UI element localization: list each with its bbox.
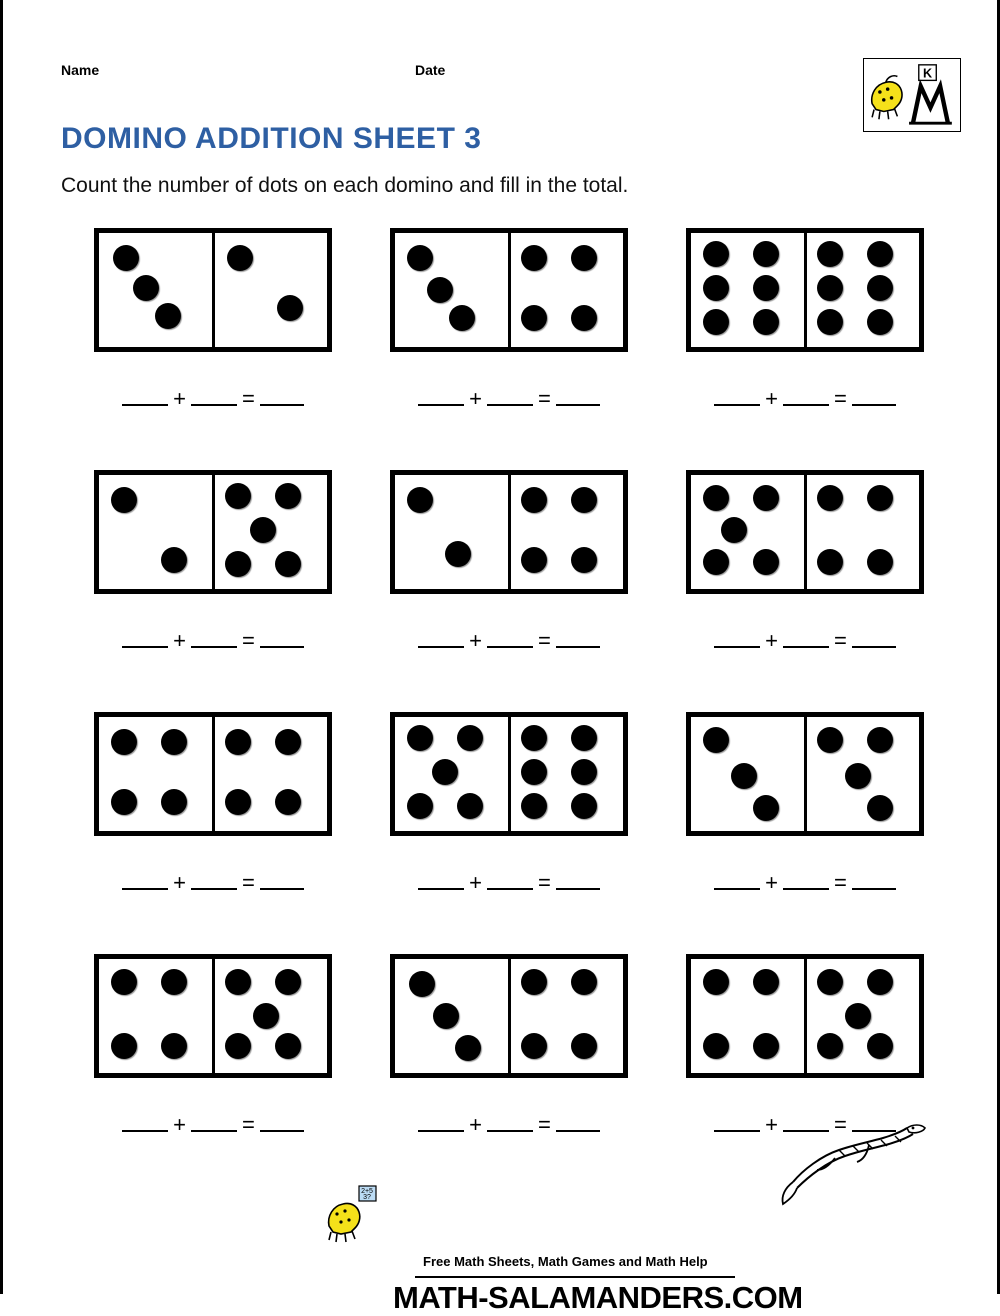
problem-3 (657, 228, 953, 470)
total-blank[interactable] (556, 629, 600, 648)
domino-dot (571, 793, 597, 819)
plus-sign: + (765, 870, 778, 895)
domino-tile (94, 954, 332, 1078)
total-blank[interactable] (556, 871, 600, 890)
addend-2-blank[interactable] (487, 629, 533, 648)
plus-sign: + (469, 1112, 482, 1137)
domino-dot (867, 241, 893, 267)
domino-tile (390, 470, 628, 594)
addend-2-blank[interactable] (191, 871, 237, 890)
problem-4 (65, 470, 361, 712)
plus-sign: + (765, 386, 778, 411)
equals-sign: = (242, 870, 255, 895)
plus-sign: + (173, 870, 186, 895)
domino-dot (155, 303, 181, 329)
domino-half-left (395, 475, 509, 589)
domino-dot (432, 759, 458, 785)
addend-2-blank[interactable] (191, 629, 237, 648)
equation-line (657, 386, 953, 412)
domino-dot (161, 969, 187, 995)
domino-dot (753, 1033, 779, 1059)
domino-dot (521, 245, 547, 271)
domino-dot (703, 1033, 729, 1059)
problem-2 (361, 228, 657, 470)
domino-dot (277, 295, 303, 321)
domino-dot (867, 1033, 893, 1059)
problem-8 (361, 712, 657, 954)
domino-half-right (213, 475, 327, 589)
domino-dot (571, 487, 597, 513)
domino-dot (111, 729, 137, 755)
svg-text:3?: 3? (363, 1194, 371, 1201)
addend-1-blank[interactable] (714, 629, 760, 648)
equals-sign: = (242, 1112, 255, 1137)
equation-line (361, 870, 657, 896)
domino-dot (703, 727, 729, 753)
svg-text:K: K (922, 66, 933, 81)
domino-dot (161, 729, 187, 755)
domino-half-right (805, 717, 919, 831)
plus-sign: + (765, 628, 778, 653)
total-blank[interactable] (556, 387, 600, 406)
domino-half-left (691, 475, 805, 589)
domino-dot (275, 551, 301, 577)
domino-tile (390, 954, 628, 1078)
domino-dot (111, 969, 137, 995)
domino-dot (721, 517, 747, 543)
lizard-illustration (773, 1112, 933, 1212)
domino-dot (703, 275, 729, 301)
domino-tile (94, 228, 332, 352)
domino-half-left (99, 717, 213, 831)
equation-line (361, 628, 657, 654)
domino-dot (275, 729, 301, 755)
worksheet-footer (3, 1122, 1000, 1315)
plus-sign: + (469, 870, 482, 895)
footer-salamander-icon (323, 1182, 393, 1252)
domino-dot (817, 969, 843, 995)
domino-dot (250, 517, 276, 543)
domino-dot (817, 549, 843, 575)
footer-brand: MATH-SALAMANDERS.COM (393, 1280, 803, 1315)
domino-half-left (395, 233, 509, 347)
domino-dot (867, 549, 893, 575)
domino-dot (253, 1003, 279, 1029)
domino-half-left (691, 959, 805, 1073)
domino-half-right (213, 233, 327, 347)
domino-half-left (99, 233, 213, 347)
domino-dot (427, 277, 453, 303)
domino-dot (817, 1033, 843, 1059)
domino-dot (817, 309, 843, 335)
domino-dot (275, 789, 301, 815)
math-salamanders-logo (863, 58, 961, 132)
domino-dot (521, 547, 547, 573)
domino-tile (390, 228, 628, 352)
worksheet-header (3, 52, 1000, 92)
domino-dot (225, 1033, 251, 1059)
domino-dot (227, 245, 253, 271)
domino-half-right (509, 717, 623, 831)
addend-2-blank[interactable] (487, 387, 533, 406)
domino-half-left (99, 475, 213, 589)
domino-dot (817, 275, 843, 301)
equals-sign: = (834, 628, 847, 653)
domino-dot (753, 969, 779, 995)
equation-line (657, 628, 953, 654)
domino-dot (867, 275, 893, 301)
domino-dot (133, 275, 159, 301)
domino-tile (390, 712, 628, 836)
domino-dot (113, 245, 139, 271)
domino-half-right (805, 233, 919, 347)
domino-dot (225, 789, 251, 815)
addend-2-blank[interactable] (783, 629, 829, 648)
total-blank[interactable] (852, 871, 896, 890)
domino-tile (686, 228, 924, 352)
domino-half-right (509, 475, 623, 589)
addend-1-blank[interactable] (122, 871, 168, 890)
domino-dot (449, 305, 475, 331)
addend-1-blank[interactable] (418, 871, 464, 890)
equals-sign: = (242, 386, 255, 411)
domino-dot (521, 725, 547, 751)
domino-dot (571, 305, 597, 331)
domino-dot (571, 725, 597, 751)
plus-sign: + (173, 386, 186, 411)
domino-dot (521, 1033, 547, 1059)
logo-graphic (864, 59, 958, 129)
problem-9 (657, 712, 953, 954)
domino-half-right (213, 717, 327, 831)
domino-dot (845, 763, 871, 789)
domino-dot (703, 485, 729, 511)
addend-1-blank[interactable] (418, 387, 464, 406)
domino-dot (703, 309, 729, 335)
addend-2-blank[interactable] (783, 871, 829, 890)
domino-dot (521, 487, 547, 513)
domino-dot (457, 793, 483, 819)
domino-dot (407, 793, 433, 819)
domino-dot (867, 309, 893, 335)
domino-dot (753, 309, 779, 335)
domino-tile (94, 470, 332, 594)
domino-dot (225, 969, 251, 995)
plus-sign: + (469, 386, 482, 411)
total-blank[interactable] (260, 629, 304, 648)
domino-half-right (805, 475, 919, 589)
addend-2-blank[interactable] (487, 871, 533, 890)
domino-dot (867, 795, 893, 821)
domino-dot (867, 485, 893, 511)
problem-1 (65, 228, 361, 470)
domino-dot (225, 729, 251, 755)
domino-dot (817, 241, 843, 267)
total-blank[interactable] (852, 387, 896, 406)
plus-sign: + (173, 1112, 186, 1137)
equals-sign: = (834, 870, 847, 895)
equation-line (361, 386, 657, 412)
domino-dot (409, 971, 435, 997)
domino-dot (571, 969, 597, 995)
domino-dot (407, 725, 433, 751)
domino-dot (703, 969, 729, 995)
domino-dot (571, 759, 597, 785)
plus-sign: + (469, 628, 482, 653)
domino-tile (94, 712, 332, 836)
domino-half-right (509, 233, 623, 347)
domino-dot (703, 549, 729, 575)
domino-half-left (691, 717, 805, 831)
equation-line (657, 870, 953, 896)
domino-dot (753, 795, 779, 821)
domino-tile (686, 954, 924, 1078)
domino-dot (521, 793, 547, 819)
domino-dot (407, 487, 433, 513)
footer-divider (415, 1276, 735, 1278)
domino-tile (686, 712, 924, 836)
domino-dot (521, 759, 547, 785)
addend-1-blank[interactable] (122, 387, 168, 406)
plus-sign: + (173, 628, 186, 653)
date-label: Date (415, 62, 446, 78)
total-blank[interactable] (852, 629, 896, 648)
equals-sign: = (538, 386, 551, 411)
domino-tile (686, 470, 924, 594)
domino-dot (521, 969, 547, 995)
addend-1-blank[interactable] (714, 871, 760, 890)
plus-sign: + (765, 1112, 778, 1137)
svg-text:2+5: 2+5 (361, 1188, 373, 1195)
domino-dot (161, 547, 187, 573)
lizard-graphic (773, 1112, 933, 1212)
domino-dot (571, 245, 597, 271)
domino-dot (111, 487, 137, 513)
domino-dot (161, 1033, 187, 1059)
domino-half-left (395, 717, 509, 831)
domino-dot (753, 241, 779, 267)
equals-sign: = (538, 870, 551, 895)
domino-half-right (509, 959, 623, 1073)
domino-dot (753, 275, 779, 301)
addend-1-blank[interactable] (714, 387, 760, 406)
domino-dot (445, 541, 471, 567)
problem-row (3, 228, 1000, 470)
equals-sign: = (242, 628, 255, 653)
problem-7 (65, 712, 361, 954)
total-blank[interactable] (260, 387, 304, 406)
problem-row (3, 712, 1000, 954)
instructions: Count the number of dots on each domino and fill in the total. (61, 174, 629, 197)
domino-dot (731, 763, 757, 789)
addend-1-blank[interactable] (122, 629, 168, 648)
equals-sign: = (538, 1112, 551, 1137)
domino-dot (521, 305, 547, 331)
problem-grid (3, 228, 1000, 1196)
domino-dot (275, 1033, 301, 1059)
domino-dot (433, 1003, 459, 1029)
addend-1-blank[interactable] (418, 629, 464, 648)
domino-half-right (213, 959, 327, 1073)
domino-half-left (99, 959, 213, 1073)
domino-dot (111, 1033, 137, 1059)
domino-dot (225, 551, 251, 577)
name-label: Name (61, 62, 100, 78)
equals-sign: = (834, 1112, 847, 1137)
domino-half-left (395, 959, 509, 1073)
addend-2-blank[interactable] (191, 387, 237, 406)
salamander-graphic (323, 1182, 393, 1252)
domino-dot (457, 725, 483, 751)
domino-dot (275, 483, 301, 509)
domino-dot (817, 727, 843, 753)
equation-line (65, 870, 361, 896)
domino-dot (703, 241, 729, 267)
addend-2-blank[interactable] (783, 387, 829, 406)
domino-dot (817, 485, 843, 511)
domino-dot (753, 549, 779, 575)
domino-dot (161, 789, 187, 815)
domino-dot (225, 483, 251, 509)
domino-dot (571, 547, 597, 573)
domino-half-right (805, 959, 919, 1073)
equals-sign: = (538, 628, 551, 653)
equals-sign: = (834, 386, 847, 411)
domino-dot (275, 969, 301, 995)
problem-5 (361, 470, 657, 712)
total-blank[interactable] (260, 871, 304, 890)
domino-dot (111, 789, 137, 815)
domino-dot (455, 1035, 481, 1061)
domino-dot (845, 1003, 871, 1029)
equation-line (65, 386, 361, 412)
domino-half-left (691, 233, 805, 347)
domino-dot (867, 727, 893, 753)
footer-tagline: Free Math Sheets, Math Games and Math Help (423, 1254, 708, 1269)
domino-dot (867, 969, 893, 995)
problem-6 (657, 470, 953, 712)
domino-dot (571, 1033, 597, 1059)
domino-dot (407, 245, 433, 271)
domino-dot (753, 485, 779, 511)
problem-row (3, 470, 1000, 712)
page-title: DOMINO ADDITION SHEET 3 (61, 122, 482, 155)
equation-line (65, 628, 361, 654)
